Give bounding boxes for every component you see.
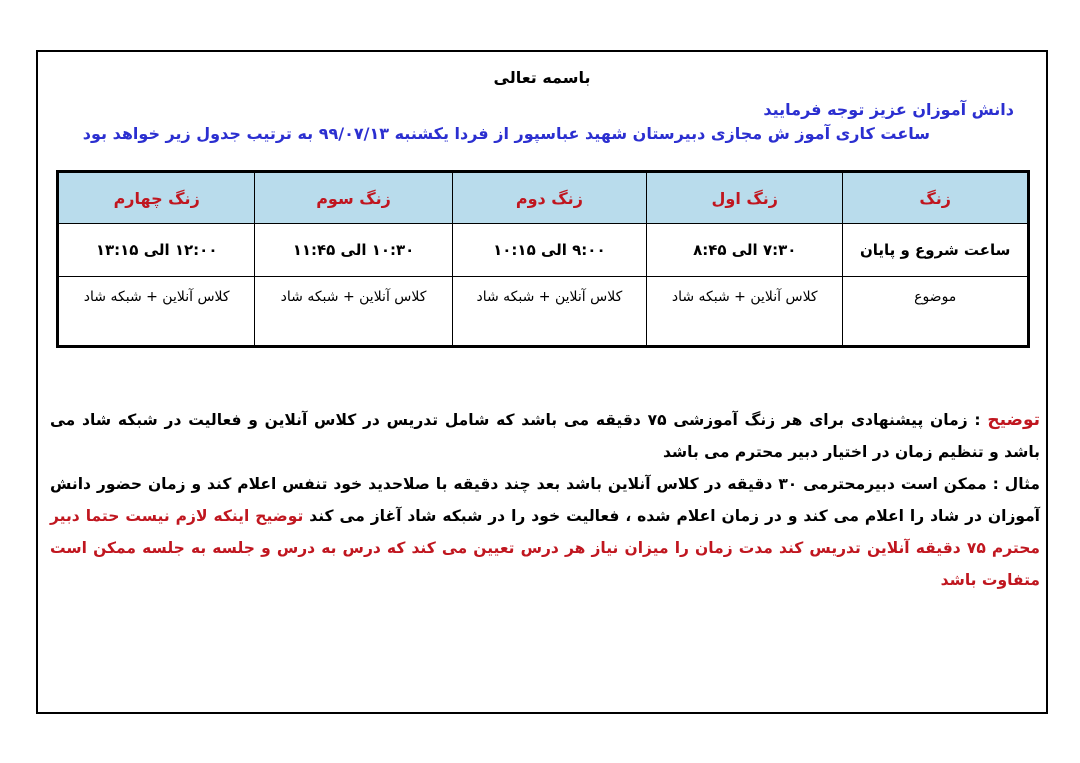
note-text: : زمان پیشنهادی برای هر زنگ آموزشی ۷۵ دقیقه می باشد که شامل تدریس در کلاس آنلاین و فعالیت در شبکه شاد می باشد و تنظیم زمان در اختیار دبیر محترم می باشد — [50, 411, 1040, 461]
note-label: توضیح — [987, 410, 1041, 430]
schedule-table — [56, 170, 1030, 348]
note-label: توضیح — [255, 507, 304, 525]
column-header: زنگ — [843, 172, 1029, 224]
document-frame — [36, 50, 1048, 714]
row-label: موضوع — [843, 277, 1029, 347]
table-cell: ۱۲:۰۰ الی ۱۳:۱۵ — [58, 224, 255, 277]
table-cell: ۹:۰۰ الی ۱۰:۱۵ — [452, 224, 646, 277]
intro-line-2: ساعت کاری آموز ش مجازی دبیرستان شهید عباسپور از فردا یکشنبه ۹۹/۰۷/۱۳ به ترتیب جدول زیر خواهد بود — [82, 124, 930, 143]
table-cell: ۱۰:۳۰ الی ۱۱:۴۵ — [255, 224, 452, 277]
note-text: اینکه لازم نیست حتما دبیر محترم ۷۵ دقیقه آنلاین تدریس کند مدت زمان را میزان نیاز هر درس تعیین می کند که درس به درس و جلسه به جلسه ممکن است متفاوت باشد — [50, 507, 1040, 589]
table-header-row — [58, 172, 1029, 224]
table-cell: کلاس آنلاین + شبکه شاد — [647, 277, 843, 347]
table-cell: ۷:۳۰ الی ۸:۴۵ — [647, 224, 843, 277]
table-cell: کلاس آنلاین + شبکه شاد — [255, 277, 452, 347]
column-header: زنگ دوم — [452, 172, 646, 224]
column-header: زنگ چهارم — [58, 172, 255, 224]
example-text: مثال : ممکن است دبیرمحترمی ۳۰ دقیقه در کلاس آنلاین باشد بعد چند دقیقه با صلاحدید خود تنفس اعلام کند و زمان حضور دانش آموزان در شاد را اعلام می کند و در زمان اعلام شده ، فعالیت خود را در شبکه شاد آغاز می کند — [50, 475, 1040, 525]
note-paragraph — [50, 404, 1040, 468]
table-cell: کلاس آنلاین + شبکه شاد — [58, 277, 255, 347]
table-row — [58, 224, 1029, 277]
column-header: زنگ سوم — [255, 172, 452, 224]
table-cell: کلاس آنلاین + شبکه شاد — [452, 277, 646, 347]
notes-section — [50, 404, 1040, 596]
basmala-heading: باسمه تعالی — [493, 68, 591, 87]
row-label: ساعت شروع و پایان — [843, 224, 1029, 277]
example-paragraph — [50, 468, 1040, 596]
column-header: زنگ اول — [647, 172, 843, 224]
table-row — [58, 277, 1029, 347]
intro-line-1: دانش آموزان عزیز توجه فرمایید — [763, 100, 1014, 119]
